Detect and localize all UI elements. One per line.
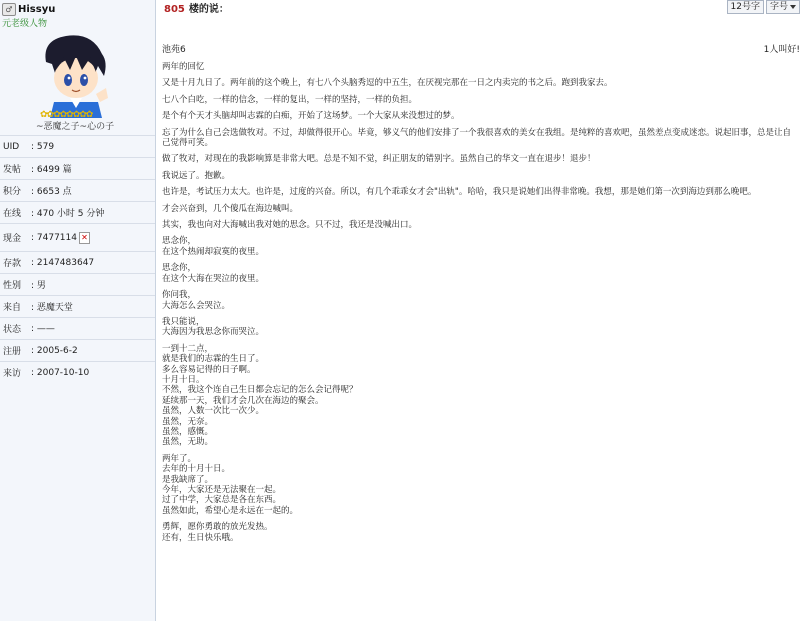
poem-line: 去年的十月十日。 [162, 464, 231, 475]
poem-line: 大海怎么会哭泣。 [162, 300, 231, 311]
post-paragraph: 也许是，考试压力太大。也许是，过度的兴奋。所以，有几个乖乖女才会"出轨"。哈哈，我只是说她们出得非常晚。我想，那是她们第一次到海边到那么晚吧。 [162, 187, 757, 198]
post-paragraph: 又是十月九日了。两年前的这个晚上，有七八个头脑秀逗的中五生，在厌视完那在一日之内卖完的书之后。跑到我家去。 [162, 78, 613, 89]
poem-line: 两年了。 [162, 453, 197, 464]
post-paragraph: 其实，我也向对大海喊出我对她的思念。只不过，我还是没喊出口。 [162, 220, 418, 231]
info-key: 存款 [3, 259, 22, 269]
info-row-last-visit [0, 361, 155, 383]
info-key: 现金 [3, 234, 22, 244]
poem-line: 在这个热闹却寂寞的夜里。 [162, 246, 265, 257]
info-value: : 470 小时 5 分钟 [31, 209, 105, 219]
info-value: : —— [31, 323, 55, 334]
post-main [156, 0, 800, 621]
info-key: 积分 [3, 187, 22, 197]
info-row-gender [0, 273, 155, 295]
poem-line: 我只能说， [162, 316, 205, 327]
poem-stanza [162, 317, 792, 338]
poem-stanza [162, 454, 792, 516]
info-row-deposit [0, 251, 155, 273]
poem-stanza [162, 236, 792, 257]
poem-line: 思念你， [162, 236, 197, 247]
poem-stanza [162, 522, 792, 543]
info-key: UID [3, 141, 20, 152]
username[interactable]: Hissyu [18, 3, 56, 15]
cash-action-icon[interactable]: ✕ [79, 232, 90, 244]
info-key: 性别 [3, 281, 22, 291]
post-paragraph: 忘了为什么自己会选做牧对。不过，却做得很开心。毕竟，够义气的他们安排了一个我很喜欢的美女在我组。是纯粹的喜欢吧，虽然差点变成迷恋。说起旧事，总是让自己觉得可笑。 [162, 127, 792, 149]
font-size-button[interactable]: 12号字 [727, 0, 764, 14]
poem-line: 今年，大家还是无法聚在一起。 [162, 485, 282, 495]
info-value: : 2147483647 [31, 257, 95, 268]
poem-line: 大海因为我思念你而哭泣。 [162, 327, 265, 338]
info-row-uid [0, 135, 155, 157]
poem-stanza [162, 344, 792, 448]
poem-line: 延续那一天，我们才会几次在海边的聚会。 [162, 395, 324, 406]
poem-line: 你问我， [162, 290, 197, 301]
poem-stanza [162, 263, 792, 284]
post-title: 池苑6 [162, 45, 186, 55]
poem-line: 十月十日。 [162, 374, 205, 385]
info-value: : 恶魔天堂 [31, 303, 73, 313]
info-key: 来自 [3, 303, 22, 313]
font-controls [727, 0, 800, 14]
rating-count[interactable]: 1人叫好! [763, 45, 800, 55]
info-value: : 7477114 [31, 232, 77, 243]
info-row-posts [0, 157, 155, 179]
poem-line: 虽然，人数一次比一次少。 [162, 406, 265, 417]
poem-line: 不然，我这个连自己生日都会忘记的怎么会记得呢？ [162, 385, 358, 396]
poem-line: 虽然，无奈。 [162, 416, 214, 427]
gender-icon: ♂ [2, 3, 16, 16]
user-signature: ~恶魔之子~心の子 [36, 122, 115, 132]
post-paragraph: 我说远了。抱歉。 [162, 170, 231, 181]
user-rank-title: 元老级人物 [2, 19, 48, 29]
info-key: 在线 [3, 209, 22, 219]
font-size-select[interactable] [766, 0, 800, 14]
poem-line: 虽然，感慨。 [162, 426, 214, 437]
user-header [0, 0, 155, 16]
poem-line: 勇辉，愿你勇敢的放光发热。 [162, 522, 273, 533]
floor-said-label: 楼的说： [188, 4, 229, 15]
info-key: 来访 [3, 369, 22, 379]
user-info-list [0, 135, 155, 383]
poem-line: 虽然，无助。 [162, 437, 214, 448]
info-key: 状态 [3, 325, 22, 335]
info-row-cash [0, 223, 155, 251]
poem-line: 是我缺席了。 [162, 474, 214, 485]
info-value: : 6499 篇 [31, 165, 72, 175]
poem-verses [162, 236, 792, 543]
poem-line: 思念你， [162, 263, 197, 274]
info-value: : 男 [31, 281, 46, 291]
info-value: : 2007-10-10 [31, 367, 90, 378]
info-value: : 579 [31, 141, 55, 152]
info-value: : 2005-6-2 [31, 345, 78, 356]
poem-stanza [162, 290, 792, 311]
poem-line: 在这个大海在哭泣的夜里。 [162, 273, 265, 284]
info-row-points [0, 179, 155, 201]
poem-line: 多么容易记得的日子啊。 [162, 364, 256, 375]
avatar-area [0, 28, 155, 123]
poem-line: 就是我们的志霖的生日了。 [162, 354, 265, 365]
avatar [32, 32, 114, 118]
user-sidebar [0, 0, 156, 621]
post-paragraph: 两年的回忆 [162, 62, 205, 72]
info-row-from [0, 295, 155, 317]
poem-line: 还有，生日快乐哦。 [162, 532, 239, 543]
info-key: 发帖 [3, 165, 22, 175]
post-paragraph: 七八个白吃，一样的信念，一样的复出，一样的坚持，一样的负担。 [162, 94, 418, 105]
post-paragraph: 才会兴奋到，几个傻瓜在海边喊叫。 [162, 203, 299, 214]
info-row-status [0, 317, 155, 339]
info-key: 注册 [3, 347, 22, 357]
poem-line: 一到十二点， [162, 343, 214, 354]
chevron-down-icon [790, 5, 796, 9]
info-row-online [0, 201, 155, 223]
font-select-label: 字号 [769, 2, 788, 12]
post-paragraph: 是个有个天才头脑却叫志霖的白痴，开始了这场梦。一个大家从来没想过的梦。 [162, 111, 460, 122]
poem-line: 虽然如此，希望心是永远在一起的。 [162, 505, 299, 516]
rank-stars: ✿✿✿✿✿✿✿✿ [40, 110, 93, 120]
floor-number: 805 [164, 4, 185, 15]
floor-header [164, 0, 229, 15]
poem-line: 过了中学，大家总是各在东西。 [162, 495, 282, 506]
post-body [162, 62, 792, 549]
post-paragraph: 做了牧对，对现在的我影响算是非常大吧。总是不知不觉，纠正朋友的错别字。虽然自己的华文一直在退步！退步！ [162, 154, 596, 165]
info-row-registered [0, 339, 155, 361]
info-value: : 6653 点 [31, 187, 72, 197]
